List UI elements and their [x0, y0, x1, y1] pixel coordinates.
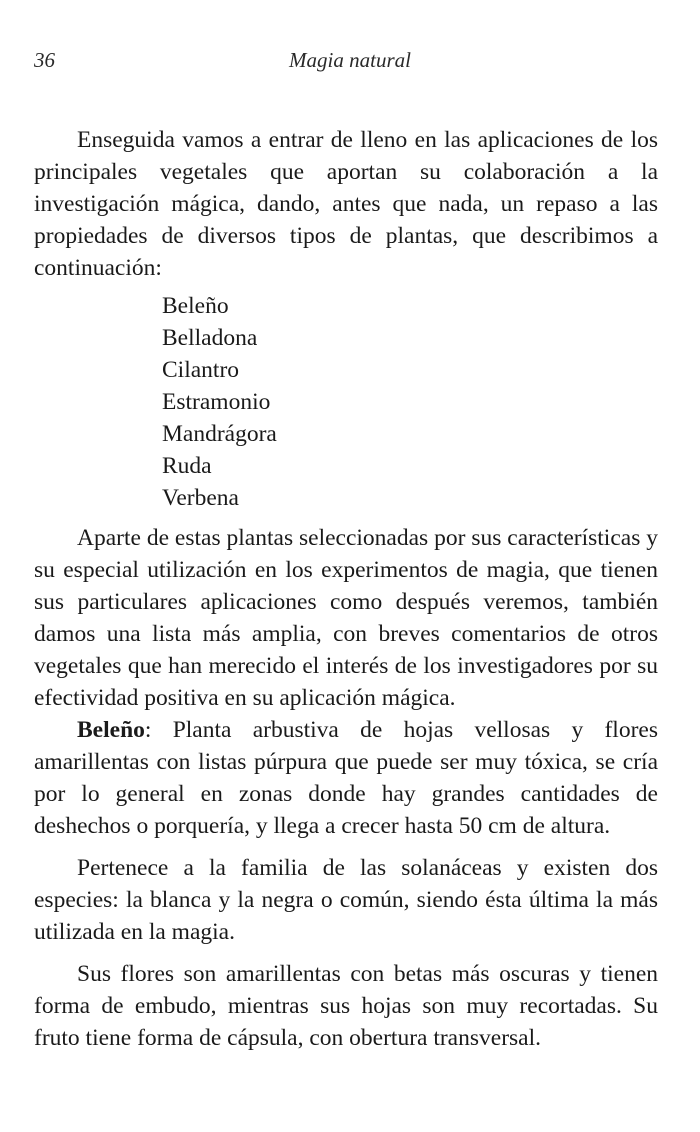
page-number: 36	[34, 48, 55, 72]
intro-paragraph: Enseguida vamos a entrar de lleno en las aplicaciones de los principales vegetales que aportan su colaboración a la investigación mágica, dando, antes que nada, un repaso a las propiedades de diversos tipos de plantas, que describimos a continuación:	[34, 127, 658, 281]
family-paragraph: Pertenece a la familia de las solanáceas y existen dos especies: la blanca y la negra o común, siendo ésta última la más utilizada en la magia.	[34, 855, 658, 945]
entry-text: : Planta arbustiva de hojas vellosas y flores amarillentas con listas púrpura que puede ser muy tóxica, se cría por lo general en zonas donde hay grandes cantidades de deshechos o porquería, y llega a crecer hasta 50 cm de altura.	[34, 717, 658, 839]
list-item: Cilantro	[162, 357, 240, 383]
list-item: Verbena	[162, 485, 239, 511]
plant-list	[162, 290, 658, 514]
list-item: Beleño	[162, 293, 229, 319]
list-item: Belladona	[162, 325, 258, 351]
list-item: Ruda	[162, 453, 212, 479]
list-item: Mandrágora	[162, 421, 277, 447]
list-item: Estramonio	[162, 389, 271, 415]
page-body	[34, 124, 658, 1054]
belen-entry-paragraph	[34, 714, 658, 842]
entry-term: Beleño	[77, 717, 145, 743]
page-header	[34, 48, 666, 76]
after-list-paragraph: Aparte de estas plantas seleccionadas por sus características y su especial utilización en los experimentos de magia, que tienen sus particulares aplicaciones como después veremos, también damos una lista más amplia, con breves comentarios de otros vegetales que han merecido el interés de los investigadores por su efectividad positiva en su aplicación mágica.	[34, 525, 658, 711]
flowers-paragraph: Sus flores son amarillentas con betas más oscuras y tienen forma de embudo, mientras sus hojas son muy recortadas. Su fruto tiene forma de cápsula, con obertura transversal.	[34, 961, 658, 1051]
running-title: Magia natural	[289, 48, 411, 72]
